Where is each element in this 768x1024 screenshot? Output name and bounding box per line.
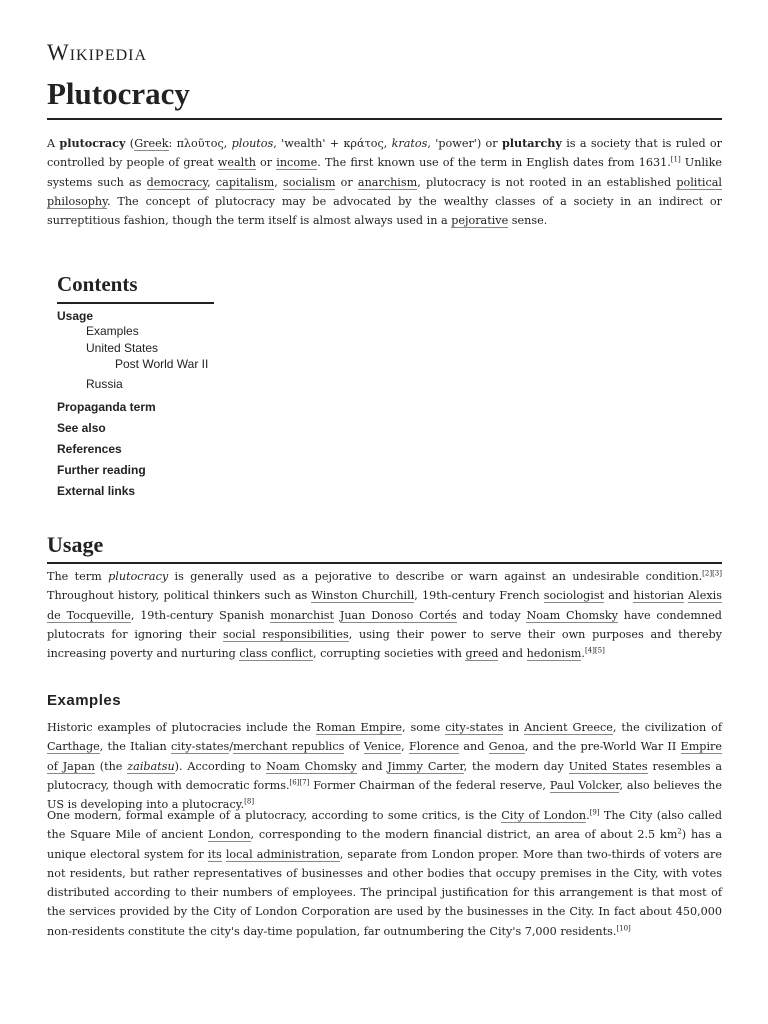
link-pejorative[interactable]: pejorative <box>451 214 509 228</box>
link-income[interactable]: income <box>276 156 318 170</box>
link-noam-chomsky-2[interactable]: Noam Chomsky <box>266 759 357 773</box>
ref-4-5[interactable]: [4][5] <box>584 646 605 655</box>
link-ancient-greece[interactable]: Ancient Greece <box>524 721 613 734</box>
link-genoa[interactable]: Genoa <box>488 740 525 754</box>
ref-8[interactable]: [8] <box>244 797 255 806</box>
link-roman-empire[interactable]: Roman Empire <box>315 721 403 734</box>
ref-10[interactable]: [10] <box>616 924 631 933</box>
toc-item-references[interactable]: References <box>57 442 122 456</box>
page-title: Plutocracy <box>47 74 722 120</box>
link-city-states-italian[interactable]: city-states <box>171 740 230 754</box>
link-united-states[interactable]: United States <box>568 759 648 773</box>
link-city-states[interactable]: city-states <box>445 721 504 734</box>
ref-9[interactable]: [9] <box>589 808 600 817</box>
wikipedia-wordmark[interactable] <box>47 40 147 66</box>
link-winston-churchill[interactable]: Winston Churchill <box>311 589 415 603</box>
examples-paragraph-1: Historic examples of plutocracies include the Roman Empire, some city-states in Ancient Greece, the civilization of Carthage, the Italian city-states/merchant republics of Venice, Florence and Genoa, and the pre-World War II Empire of Japan (the zaibatsu). According to Noam Chomsky and Jimmy Carter, the modern day United States resembles a plutocracy, though with democratic forms.[6][7] Former Chairman of the federal reserve, Paul Volcker, also believes the US is developing into a plutocracy.[8] <box>47 721 723 812</box>
toc-heading: Contents <box>57 270 214 304</box>
link-hedonism[interactable]: hedonism <box>526 647 582 661</box>
link-historian[interactable]: historian <box>633 589 684 603</box>
link-its[interactable]: its <box>207 847 222 861</box>
intro-paragraph: A plutocracy (Greek: πλοῦτος, ploutos, 'wealth' + κράτος, kratos, 'power') or plutarchy is a society that is ruled or controlled by people of great wealth or income. The first known use of the term in English dates from 1631.[1] Unlike systems such as democracy, capitalism, socialism or anarchism, plutocracy is not rooted in an established political philosophy. The concept of plutocracy may be advocated by the wealthy classes of a society in an indirect or surreptitious fashion, though the term itself is almost always used in a pejorative sense. <box>47 136 723 228</box>
link-jimmy-carter[interactable]: Jimmy Carter <box>387 759 464 773</box>
subsection-heading-examples: Examples <box>47 692 122 709</box>
toc-item-further-reading[interactable]: Further reading <box>57 463 146 477</box>
link-greed[interactable]: greed <box>465 647 499 661</box>
link-greek[interactable]: Greek <box>134 137 169 150</box>
link-socialism[interactable]: socialism <box>282 175 336 189</box>
toc-item-united-states[interactable]: United States <box>86 341 159 355</box>
link-empire-of-japan[interactable]: Empire of Japan <box>47 740 723 773</box>
ref-2-3[interactable]: [2][3] <box>702 569 722 578</box>
link-london[interactable]: London <box>208 828 251 842</box>
link-anarchism[interactable]: anarchism <box>357 175 418 189</box>
section-heading-usage: Usage <box>47 531 722 564</box>
link-venice[interactable]: Venice <box>363 740 402 754</box>
link-carthage[interactable]: Carthage <box>47 740 100 754</box>
link-monarchist[interactable]: monarchist <box>270 608 335 622</box>
link-political-philosophy[interactable]: political philosophy <box>47 175 722 208</box>
usage-paragraph: The term plutocracy is generally used as a pejorative to describe or warn against an undesirable condition.[2][3] Throughout history, political thinkers such as Winston Churchill, 19th-century French sociologist and historian Alexis de Tocqueville, 19th-century Spanish monarchist Juan Donoso Cortés and today Noam Chomsky have condemned plutocrats for ignoring their social responsibilities, using their power to serve their own purposes and thereby increasing poverty and nurturing class conflict, corrupting societies with greed and hedonism.[4][5] <box>47 569 723 661</box>
toc-item-examples[interactable]: Examples <box>86 324 139 338</box>
link-social-responsibilities[interactable]: social responsibilities <box>222 627 349 641</box>
toc-item-external-links[interactable]: External links <box>57 484 136 498</box>
link-paul-volcker[interactable]: Paul Volcker <box>549 778 620 792</box>
link-florence[interactable]: Florence <box>408 740 460 754</box>
link-zaibatsu[interactable]: zaibatsu <box>127 759 175 773</box>
link-city-of-london[interactable]: City of London <box>501 809 587 822</box>
link-alexis-de-tocqueville[interactable]: Alexis de Tocqueville <box>47 589 723 622</box>
link-wealth[interactable]: wealth <box>217 156 256 170</box>
toc-item-post-world-war-ii[interactable]: Post World War II <box>115 357 209 371</box>
link-capitalism[interactable]: capitalism <box>215 175 275 189</box>
link-noam-chomsky[interactable]: Noam Chomsky <box>526 608 618 622</box>
link-democracy[interactable]: democracy <box>146 175 208 189</box>
toc-item-see-also[interactable]: See also <box>57 421 106 435</box>
toc-item-usage[interactable]: Usage <box>57 309 94 323</box>
link-class-conflict[interactable]: class conflict <box>239 647 313 661</box>
ref-1[interactable]: [1] <box>670 155 681 164</box>
toc-item-propaganda-term[interactable]: Propaganda term <box>57 400 156 414</box>
link-merchant-republics[interactable]: merchant republics <box>233 740 345 754</box>
examples-paragraph-2: One modern, formal example of a plutocracy, according to some critics, is the City of London.[9] The City (also called the Square Mile of ancient London, corresponding to the modern financial district, an area of about 2.5 $km^2$) has a unique electoral system for its local administration, separate from London proper. More than two-thirds of voters are not residents, but rather representatives of businesses and other bodies that occupy premises in the City, with votes distributed according to their numbers of employees. The principal justification for this arrangement is that most of the services provided by the City of London Corporation are used by the businesses in the City. In fact about 450,000 non-residents constitute the city's day-time population, far outnumbering the City's 7,000 residents.[10] <box>47 808 723 938</box>
link-juan-donoso-cortes[interactable]: Juan Donoso Cortés <box>339 608 457 622</box>
toc-item-russia[interactable]: Russia <box>86 377 123 391</box>
table-of-contents <box>57 270 214 498</box>
link-sociologist[interactable]: sociologist <box>543 589 605 603</box>
wordmark-text[interactable]: Wikipedia <box>47 40 148 65</box>
link-local-administration[interactable]: local administration <box>225 847 340 861</box>
ref-6-7[interactable]: [6][7] <box>289 778 310 787</box>
